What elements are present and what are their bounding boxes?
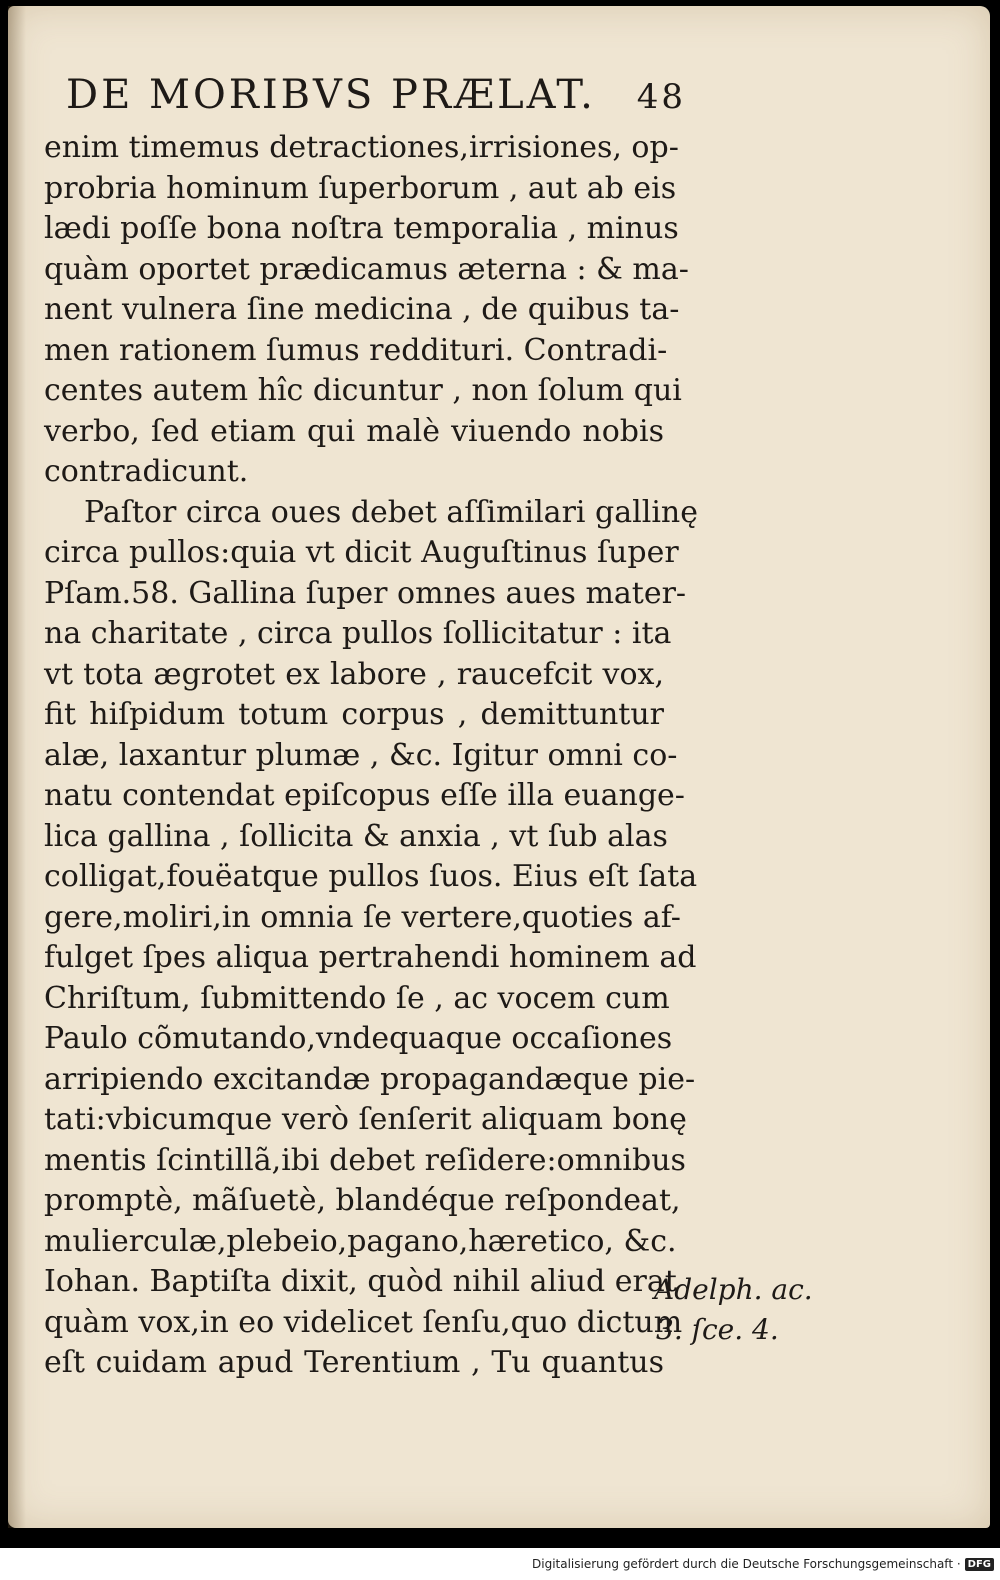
text-line: tati:vbicumque verò ſenſerit aliquam bonę	[44, 1102, 687, 1137]
text-line: na charitate , circa pullos ſollicitatur : ita	[44, 616, 672, 651]
text-line: natu contendat epiſcopus eſſe illa euange-	[44, 778, 685, 813]
text-line: Paſtor circa oues debet aſſimilari gallinę	[84, 494, 698, 530]
text-line: Iohan. Baptiſta dixit, quòd nihil aliud erat	[44, 1264, 677, 1299]
text-line: lædi poſſe bona noſtra temporalia , minus	[44, 211, 679, 246]
text-line: men rationem ſumus reddituri. Contradi-	[44, 332, 668, 368]
text-line: fulget ſpes aliqua pertrahendi hominem ad	[44, 940, 697, 975]
text-line: verbo, ſed etiam qui malè viuendo nobis	[44, 413, 664, 449]
text-line: circa pullos:quia vt dicit Auguſtinus ſuper	[44, 535, 679, 570]
text-line: enim timemus detractiones,irrisiones, op-	[44, 130, 679, 165]
text-line: centes autem hîc dicuntur , non ſolum qui	[44, 373, 682, 408]
text-line: gere,moliri,in omnia ſe vertere,quoties af-	[44, 899, 681, 935]
footer-credit: Digitalisierung gefördert durch die Deutsche Forschungsgemeinschaft ·	[532, 1557, 961, 1571]
text-line: probria hominum ſuperborum , aut ab eis	[44, 170, 677, 206]
margin-note-line: 3. ſce. 4.	[656, 1313, 779, 1346]
running-head	[66, 72, 686, 128]
text-line: nent vulnera ſine medicina , de quibus ta-	[44, 292, 680, 327]
text-line: lica gallina , ſollicita & anxia , vt ſub alas	[44, 818, 668, 854]
page-number: 48	[636, 77, 686, 117]
handwritten-margin-note	[654, 1270, 844, 1350]
page-gutter-shadow	[8, 6, 26, 1528]
dfg-logo: DFG	[965, 1558, 994, 1571]
text-line: mentis ſcintillã,ibi debet reſidere:omnibus	[44, 1142, 686, 1178]
text-line: contradicunt.	[44, 454, 249, 489]
text-line: quàm vox,in eo videlicet ſenſu,quo dictum	[44, 1304, 683, 1340]
text-line: arripiendo excitandæ propagandæque pie-	[44, 1061, 696, 1097]
text-line: Paulo cõmutando,vndequaque occaſiones	[44, 1021, 673, 1056]
body-text	[44, 128, 698, 1384]
text-line: promptè, mãſuetè, blandéque reſpondeat,	[44, 1183, 681, 1218]
running-head-title: DE MORIBVS PRÆLAT.	[66, 72, 596, 118]
text-line: quàm oportet prædicamus æterna : & ma-	[44, 251, 689, 287]
text-line: vt tota ægrotet ex labore , raucefcit vox,	[44, 656, 664, 692]
text-line: eſt cuidam apud Terentium , Tu quantus	[44, 1345, 664, 1380]
text-line: fit hiſpidum totum corpus , demittuntur	[44, 697, 664, 732]
margin-note-line: Adelph. ac.	[654, 1273, 813, 1306]
text-line: Chriſtum, ſubmittendo ſe , ac vocem cum	[44, 980, 670, 1016]
text-line: colligat,fouëatque pullos ſuos. Eius eſt ſata	[44, 859, 698, 894]
text-line: Pſam.58. Gallina ſuper omnes aues mater-	[44, 575, 687, 611]
text-line: mulierculæ,plebeio,pagano,hæretico, &c.	[44, 1223, 677, 1259]
text-line: alæ, laxantur plumæ , &c. Igitur omni co-	[44, 737, 678, 773]
digitization-footer	[0, 1548, 1000, 1580]
